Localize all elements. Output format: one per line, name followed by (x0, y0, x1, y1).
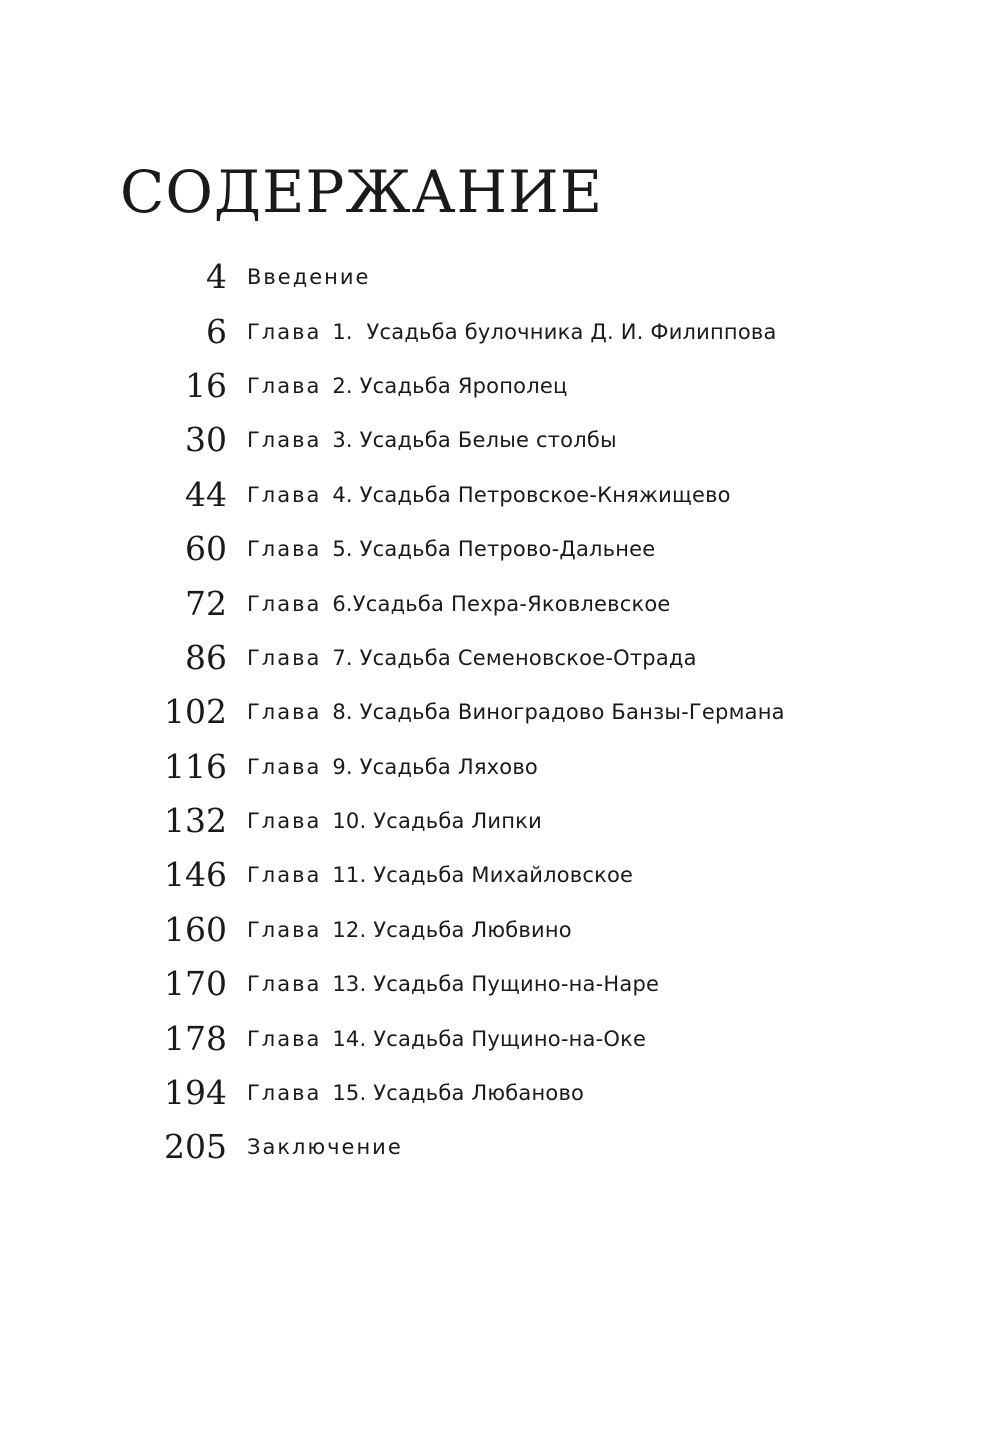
entry-label: Глава (247, 537, 322, 562)
page-number: 4 (206, 257, 227, 297)
entry-title: 4. Усадьба Петровское-Княжищево (332, 482, 731, 507)
page-number: 60 (185, 529, 227, 569)
page-number: 44 (185, 474, 227, 514)
entry-title: 5. Усадьба Петрово-Дальнее (332, 537, 656, 562)
entry-label: Глава (247, 700, 322, 725)
toc-entry-chapter-7[interactable] (0, 631, 986, 685)
table-of-contents (0, 250, 986, 1175)
entry-label: Глава (247, 373, 322, 398)
page-number: 6 (206, 311, 227, 351)
entry-title: 15. Усадьба Любаново (332, 1081, 585, 1106)
toc-entry-chapter-8[interactable] (0, 685, 986, 739)
entry-title: 11. Усадьба Михайловское (332, 863, 634, 888)
toc-entry-chapter-11[interactable] (0, 848, 986, 902)
toc-entry-chapter-13[interactable] (0, 957, 986, 1011)
page-number: 16 (185, 365, 227, 405)
page-number: 72 (185, 583, 227, 623)
entry-title: 13. Усадьба Пущино-на-Наре (332, 972, 660, 997)
entry-label: Глава (247, 972, 322, 997)
toc-entry-chapter-14[interactable] (0, 1011, 986, 1065)
entry-title: 9. Усадьба Ляхово (332, 754, 538, 779)
entry-label: Глава (247, 917, 322, 942)
entry-label: Глава (247, 591, 322, 616)
page-number: 178 (164, 1018, 227, 1058)
entry-label: Глава (247, 809, 322, 834)
toc-entry-chapter-12[interactable] (0, 903, 986, 957)
entry-title: 2. Усадьба Ярополец (332, 373, 568, 398)
entry-title: 8. Усадьба Виноградово Банзы-Германа (332, 700, 785, 725)
toc-entry-conclusion[interactable] (0, 1120, 986, 1174)
page-number: 170 (164, 964, 227, 1004)
entry-title: 10. Усадьба Липки (332, 809, 542, 834)
page-title: СОДЕРЖАНИЕ (120, 158, 604, 226)
entry-title: 7. Усадьба Семеновское-Отрада (332, 645, 697, 670)
entry-label: Глава (247, 863, 322, 888)
page-number: 30 (185, 420, 227, 460)
entry-label: Глава (247, 1026, 322, 1051)
entry-title: 1. Усадьба булочника Д. И. Филиппова (332, 319, 777, 344)
entry-label: Глава (247, 428, 322, 453)
toc-entry-chapter-2[interactable] (0, 359, 986, 413)
entry-title: 14. Усадьба Пущино-на-Оке (332, 1026, 647, 1051)
entry-title: 3. Усадьба Белые столбы (332, 428, 617, 453)
entry-title: 12. Усадьба Любвино (332, 917, 572, 942)
entry-title: 6.Усадьба Пехра-Яковлевское (332, 591, 671, 616)
page-number: 205 (164, 1127, 227, 1167)
entry-label: Глава (247, 645, 322, 670)
page-number: 132 (164, 801, 227, 841)
entry-label: Глава (247, 754, 322, 779)
toc-entry-chapter-15[interactable] (0, 1066, 986, 1120)
toc-entry-chapter-5[interactable] (0, 522, 986, 576)
entry-label: Заключение (247, 1135, 403, 1160)
toc-entry-chapter-9[interactable] (0, 740, 986, 794)
entry-label: Введение (247, 265, 371, 290)
entry-label: Глава (247, 482, 322, 507)
toc-entry-chapter-6[interactable] (0, 576, 986, 630)
page-number: 194 (164, 1073, 227, 1113)
page-number: 116 (164, 746, 227, 786)
entry-label: Глава (247, 319, 322, 344)
page-number: 102 (164, 692, 227, 732)
toc-entry-chapter-4[interactable] (0, 468, 986, 522)
page-number: 86 (185, 637, 227, 677)
toc-entry-introduction[interactable] (0, 250, 986, 304)
toc-entry-chapter-10[interactable] (0, 794, 986, 848)
entry-label: Глава (247, 1081, 322, 1106)
page-number: 146 (164, 855, 227, 895)
page-number: 160 (164, 909, 227, 949)
toc-entry-chapter-3[interactable] (0, 413, 986, 467)
toc-entry-chapter-1[interactable] (0, 304, 986, 358)
